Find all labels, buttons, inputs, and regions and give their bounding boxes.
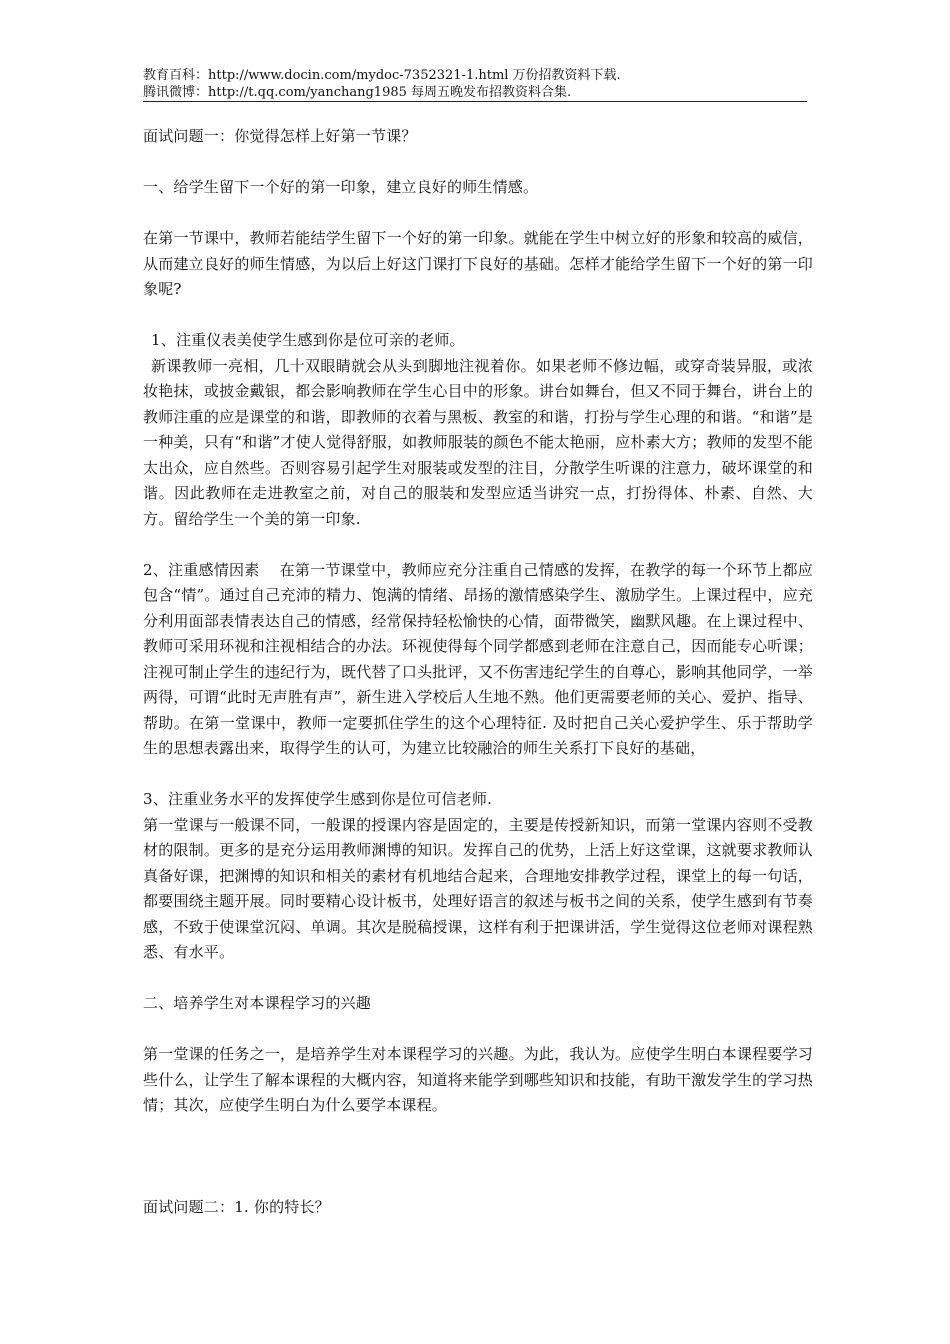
point1-heading: 1、注重仪表美使学生感到你是位可亲的老师。 (151, 331, 465, 349)
section1-heading: 一、给学生留下一个好的第一印象，建立良好的师生情感。 (143, 178, 539, 196)
point1-body: 新课教师一亮相，几十双眼睛就会从头到脚地注视着你。如果老师不修边幅，或穿奇装异服，或浓妆艳抹，或披金戴银，都会影响教师在学生心目中的形象。讲台如舞台，但又不同于舞台，讲台上的教师注重的应是课堂的和谐，即教师的衣着与黑板、教室的和谐，打扮与学生心理的和谐。“和谐”是一种美，只有“和谐”才使人觉得舒服，如教师服装的颜色不能太艳丽，应朴素大方；教师的发型不能太出众，应自然些。否则容易引起学生对服装或发型的注目，分散学生听课的注意力，破坏课堂的和谐。因此教师在走进教室之前，对自己的服装和发型应适当讲究一点，打扮得体、朴素、自然、大方。留给学生一个美的第一印象. (143, 356, 813, 528)
question2-title: 面试问题二：1. 你的特长？ (143, 1197, 330, 1216)
header-divider (143, 101, 807, 102)
point3-heading: 3、注重业务水平的发挥使学生感到你是位可信老师. (143, 790, 493, 808)
question1-title: 面试问题一：你觉得怎样上好第一节课？ (143, 127, 417, 145)
section1-intro: 在第一节课中，教师若能结学生留下一个好的第一印象。就能在学生中树立好的形象和较高的威信，从而建立良好的师生情感，为以后上好这门课打下良好的基础。怎样才能给学生留下一个好的第一印象呢? (143, 229, 813, 298)
point2-paragraph: 2、注重感情因素 在第一节课堂中，教师应充分注重自己情感的发挥，在教学的每一个环节上都应包含“情”。通过自己充沛的精力、饱满的情绪、昂扬的激情感染学生、激励学生。上课过程中，应充分利用面部表情表达自己的情感，经常保持轻松愉快的心情，面带微笑，幽默风趣。在上课过程中、教师可采用环视和注视相结合的办法。环视使得每个同学都感到老师在注意自己，因而能专心听课；注视可制止学生的违纪行为，既代替了口头批评，又不伤害违纪学生的自尊心，影响其他同学，一举两得，可谓“此时无声胜有声”，新生进入学校后人生地不熟。他们更需要老师的关心、爱护、指导、帮助。在第一堂课中，教师一定要抓住学生的这个心理特征. 及时把自己关心爱护学生、乐于帮助学生的思想表露出来，取得学生的认可，为建立比较融洽的师生关系打下良好的基础， (143, 560, 813, 757)
header-line-weibo: 腾讯微博：http://t.qq.com/yanchang1985 每周五晚发布招教资料合集. (143, 85, 572, 100)
section2-heading: 二、培养学生对本课程学习的兴趣 (143, 994, 372, 1012)
header-line-docin: 教育百科：http://www.docin.com/mydoc-7352321-1.html 万份招教资料下载. (143, 68, 621, 83)
page-header (143, 67, 807, 101)
document-body (143, 124, 813, 1220)
section2-body: 第一堂课的任务之一，是培养学生对本课程学习的兴趣。为此，我认为。应使学生明白本课程要学习些什么，让学生了解本课程的大概内容，知道将来能学到哪些知识和技能，有助干激发学生的学习热情；其次，应使学生明白为什么要学本课程。 (143, 1045, 813, 1114)
point3-body: 第一堂课与一般课不同，一般课的授课内容是固定的，主要是传授新知识，而第一堂课内容则不受教材的限制。更多的是充分运用教师渊博的知识。发挥自己的优势，上活上好这堂课，这就要求教师认真备好课，把渊博的知识和相关的素材有机地结合起来，合理地安排教学过程，课堂上的每一句话，都要围绕主题开展。同时要精心设计板书，处理好语言的叙述与板书之间的关系，使学生感到有节奏感，不致于使课堂沉闷、单调。其次是脱稿授课，这样有利于把课讲活，学生觉得这位老师对课程熟悉、有水平。 (143, 815, 813, 961)
